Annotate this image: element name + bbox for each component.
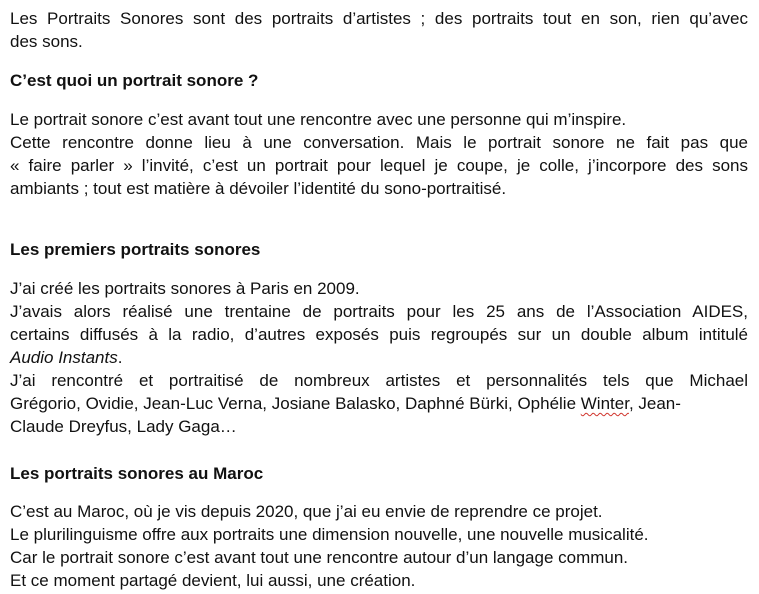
text-fragment: , Jean-	[628, 394, 681, 413]
intro-line: Les Portraits Sonores sont des portraits d’artistes ; des portraits tout en son, rien qu’avec	[10, 9, 748, 28]
text-line: ambiants ; tout est matière à dévoiler l’identité du sono-portraitisé.	[10, 179, 507, 198]
text-line: J’ai rencontré et portraitisé de nombreux artistes et personnalités tels que Michael	[10, 371, 748, 390]
text-line: Car le portrait sonore c’est avant tout une rencontre autour d’un langage commun.	[10, 548, 629, 567]
text-line: Le portrait sonore c’est avant tout une rencontre avec une personne qui m’inspire.	[10, 110, 627, 129]
section-paragraph	[10, 500, 748, 592]
text-line: Le plurilinguisme offre aux portraits une dimension nouvelle, une nouvelle musicalité.	[10, 525, 649, 544]
intro-line: des sons.	[10, 32, 83, 51]
text-line: Et ce moment partagé devient, lui aussi, une création.	[10, 571, 416, 590]
text-line	[10, 392, 748, 415]
spellcheck-flagged-word[interactable]: Winter	[580, 394, 629, 413]
intro-paragraph	[10, 7, 748, 53]
text-line: Cette rencontre donne lieu à une conversation. Mais le portrait sonore ne fait pas que	[10, 133, 748, 152]
text-line: Claude Dreyfus, Lady Gaga…	[10, 417, 237, 436]
section-paragraph	[10, 277, 748, 438]
text-line: certains diffusés à la radio, d’autres exposés puis regroupés sur un double album intitulé	[10, 325, 748, 344]
section-paragraph	[10, 108, 748, 200]
text-line: J’ai créé les portraits sonores à Paris en 2009.	[10, 279, 360, 298]
text-line	[10, 346, 748, 369]
album-title: Audio Instants	[10, 348, 118, 367]
section-heading: Les premiers portraits sonores	[10, 240, 261, 259]
section-heading: C’est quoi un portrait sonore ?	[10, 71, 259, 90]
section-heading: Les portraits sonores au Maroc	[10, 464, 264, 483]
text-line: « faire parler » l’invité, c’est un portrait pour lequel je coupe, je colle, j’incorpore des sons	[10, 156, 748, 175]
text-line: C’est au Maroc, où je vis depuis 2020, que j’ai eu envie de reprendre ce projet.	[10, 502, 603, 521]
text-fragment: Grégorio, Ovidie, Jean-Luc Verna, Josiane Balasko, Daphné Bürki, Ophélie	[10, 394, 581, 413]
punctuation: .	[117, 348, 123, 367]
text-line: J’avais alors réalisé une trentaine de portraits pour les 25 ans de l’Association AIDES,	[10, 302, 748, 321]
